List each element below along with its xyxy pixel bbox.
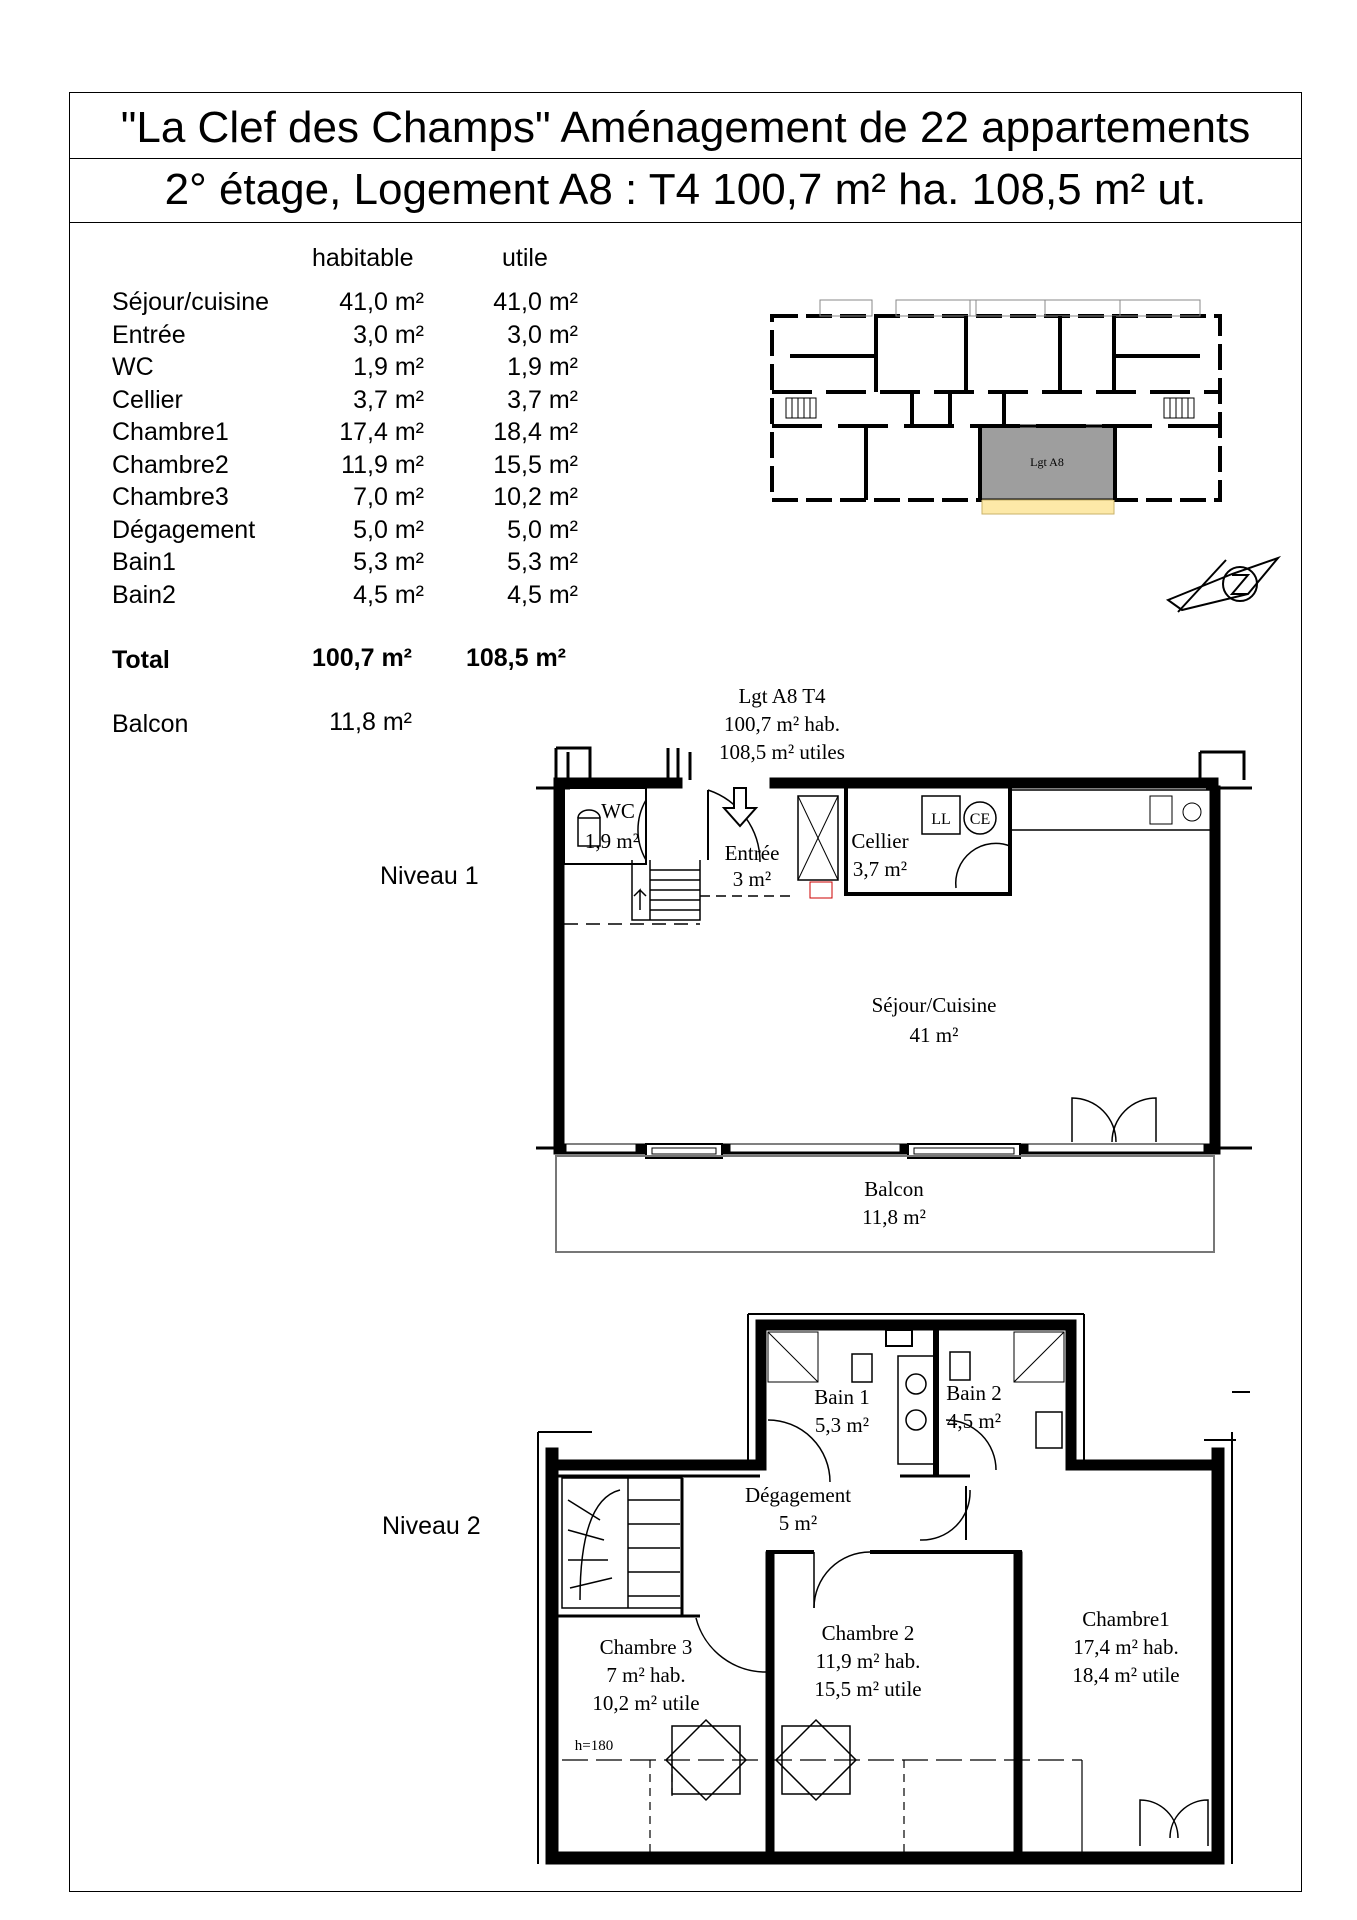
- col-header-habitable: habitable: [312, 244, 414, 272]
- area-utile: 3,0 m²: [507, 320, 578, 349]
- area-utile: 1,9 m²: [507, 353, 578, 381]
- entree-area: 3 m²: [732, 867, 772, 891]
- area-utile: 4,5 m²: [507, 580, 578, 609]
- level2-label: Niveau 2: [382, 1512, 481, 1540]
- room-name: Bain2: [112, 580, 176, 609]
- balcon-habitable: 11,8 m²: [329, 708, 412, 736]
- bain1-area: 5,3 m²: [814, 1413, 870, 1437]
- area-habitable: 17,4 m²: [339, 418, 424, 446]
- cellier-area: 3,7 m²: [852, 857, 908, 881]
- col-header-utile: utile: [502, 244, 548, 272]
- room-name: Chambre2: [112, 450, 229, 479]
- cellier-name: Cellier: [851, 829, 909, 853]
- compass-icon: [1168, 558, 1278, 612]
- h180-label: h=180: [574, 1738, 614, 1754]
- entry-arrow-icon: [724, 788, 756, 826]
- room-name: Entrée: [112, 320, 186, 349]
- area-habitable: 1,9 m²: [353, 353, 424, 381]
- balcon-label: Balcon: [112, 710, 189, 738]
- area-habitable: 4,5 m²: [353, 580, 424, 609]
- area-habitable: 11,9 m²: [341, 450, 424, 479]
- page-title: "La Clef des Champs" Aménagement de 22 appartements: [120, 103, 1251, 152]
- total-utile: 108,5 m²: [465, 644, 566, 672]
- area-utile: 15,5 m²: [493, 450, 578, 479]
- chambre3-utile: 10,2 m² utile: [592, 1691, 700, 1715]
- key-plan: [772, 300, 1278, 612]
- key-plan-unit-label: Lgt A8: [1030, 455, 1064, 469]
- area-habitable: 5,3 m²: [353, 548, 424, 576]
- room-name: Dégagement: [112, 515, 256, 544]
- balcon-area: 11,8 m²: [862, 1205, 926, 1229]
- wc-name: WC: [601, 799, 635, 823]
- chambre1-hab: 17,4 m² hab.: [1073, 1635, 1179, 1659]
- room-name: Séjour/cuisine: [112, 288, 270, 316]
- chambre2-name: Chambre 2: [821, 1621, 915, 1645]
- unit-label-line3: 108,5 m² utiles: [719, 740, 845, 764]
- page-subtitle: 2° étage, Logement A8 : T4 100,7 m² ha. 108,5 m² ut.: [164, 165, 1207, 214]
- area-habitable: 7,0 m²: [353, 483, 424, 511]
- bain2-name: Bain 2: [946, 1381, 1002, 1405]
- area-utile: 5,0 m²: [507, 515, 578, 544]
- area-utile: 10,2 m²: [493, 483, 578, 511]
- area-habitable: 3,0 m²: [353, 320, 424, 349]
- unit-label-line2: 100,7 m² hab.: [724, 712, 840, 736]
- room-name: WC: [112, 353, 154, 381]
- degagement-name: Dégagement: [744, 1483, 852, 1507]
- bain2-area: 4,5 m²: [946, 1409, 1002, 1433]
- wc-area: 1,9 m²: [584, 829, 640, 853]
- unit-label-line1: Lgt A8 T4: [738, 684, 826, 708]
- chambre2-utile: 15,5 m² utile: [814, 1677, 922, 1701]
- area-utile: 5,3 m²: [507, 548, 578, 576]
- total-habitable: 100,7 m²: [311, 644, 412, 672]
- balcon-name: Balcon: [864, 1177, 924, 1201]
- area-utile: 18,4 m²: [493, 418, 578, 446]
- bain1-name: Bain 1: [814, 1385, 870, 1409]
- area-utile: 41,0 m²: [493, 288, 578, 316]
- area-habitable: 5,0 m²: [353, 515, 424, 544]
- level1-label: Niveau 1: [380, 862, 479, 890]
- area-utile: 3,7 m²: [507, 385, 578, 414]
- room-name: Cellier: [112, 385, 183, 414]
- room-name: Chambre1: [112, 418, 229, 446]
- area-habitable: 3,7 m²: [353, 385, 424, 414]
- room-name: Bain1: [112, 548, 176, 576]
- unit-a8-balcony: [982, 500, 1114, 514]
- chambre3-hab: 7 m² hab.: [606, 1663, 686, 1687]
- entree-name: Entrée: [724, 841, 780, 865]
- ll-label: LL: [931, 811, 951, 828]
- sejour-name: Séjour/Cuisine: [871, 993, 997, 1017]
- level2-labels: [575, 1381, 1180, 1754]
- chambre1-utile: 18,4 m² utile: [1072, 1663, 1180, 1687]
- room-name: Chambre3: [112, 483, 229, 511]
- chambre3-name: Chambre 3: [599, 1635, 693, 1659]
- sejour-area: 41 m²: [909, 1023, 959, 1047]
- level2-plan: [538, 1314, 1250, 1864]
- area-habitable: 41,0 m²: [339, 288, 424, 316]
- chambre2-hab: 11,9 m² hab.: [815, 1649, 921, 1673]
- ce-label: CE: [969, 811, 991, 828]
- chambre1-name: Chambre1: [1082, 1607, 1170, 1631]
- degagement-area: 5 m²: [778, 1511, 818, 1535]
- total-label: Total: [112, 646, 170, 674]
